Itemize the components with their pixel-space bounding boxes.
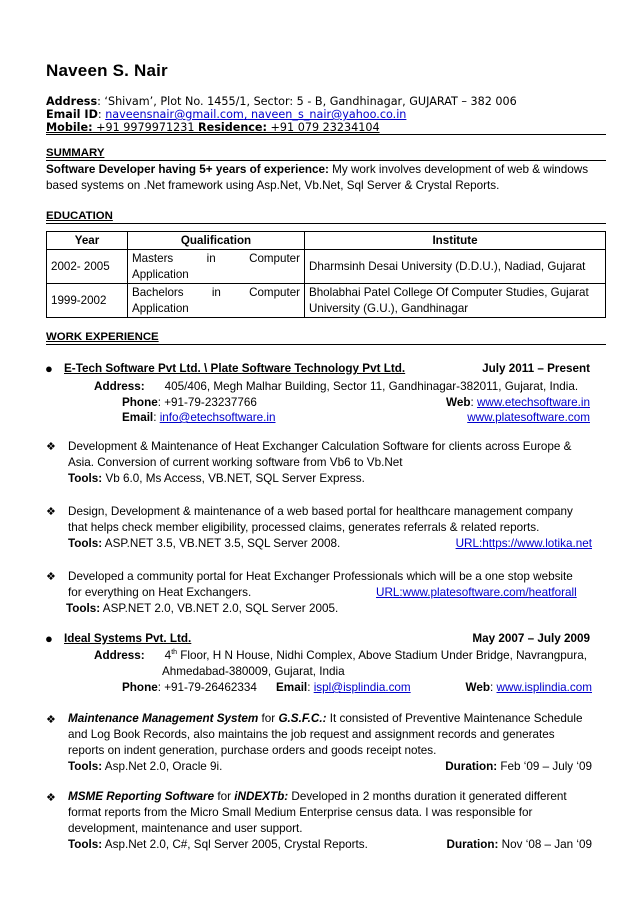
col-year: Year (47, 232, 128, 250)
project-title: MSME Reporting Software (68, 790, 215, 803)
email-label: Email ID (46, 108, 98, 121)
diamond-icon: ❖ (46, 714, 56, 726)
project-tools (68, 837, 592, 853)
job1-phone-row (122, 396, 590, 409)
edu-qualification (128, 284, 305, 318)
job1-phone: : +91-79-23237766 (157, 396, 257, 409)
project-line: that helps check member eligibility, processed claims, generates referrals & related reports. (68, 521, 540, 534)
tools-label: Tools: (68, 472, 103, 485)
project-line: Design, Development & maintenance of a web based portal for healthcare management company (68, 505, 573, 518)
project-url-link[interactable]: URL:www.platesoftware.com/heatforall (376, 586, 577, 599)
job2-address-1a: 4 (164, 649, 172, 662)
address-line (46, 95, 517, 108)
tools-label: Tools: (68, 838, 103, 851)
education-table (46, 231, 606, 318)
header-divider (46, 134, 606, 135)
project-line: and Log Book Records, also maintains the job request and assignment records and generates (68, 728, 555, 741)
summary-lead: Software Developer having 5+ years of experience: (46, 163, 329, 176)
project-line (68, 711, 592, 727)
job2-web-wrap (466, 681, 592, 694)
project-line: Developed a community portal for Heat Exchanger Professionals which will be a one stop website (68, 570, 573, 583)
project-tools (68, 471, 592, 487)
job2-project-2 (68, 789, 592, 853)
edu-qualification (128, 250, 305, 284)
qual-word: in (206, 251, 216, 265)
qual-word: Masters (132, 251, 174, 265)
bullet-icon: ● (45, 361, 53, 376)
email-link-gmail[interactable]: naveensnair@gmail.com (105, 108, 244, 121)
job1-address: 405/406, Megh Malhar Building, Sector 11, Gandhinagar-382011, Gujarat, India. (164, 380, 579, 393)
project-line (68, 789, 592, 805)
job2-phone: : +91-79-26462334 (157, 681, 257, 694)
job1-address-label: Address: (94, 380, 145, 393)
tools-value: Asp.Net 2.0, Oracle 9i. (102, 760, 223, 773)
email-separator: : (97, 108, 106, 121)
job2-web-link[interactable]: www.isplindia.com (496, 681, 592, 694)
job1-project-1 (68, 439, 592, 487)
project-for: for (258, 712, 279, 725)
project-url-link[interactable]: URL:https://www.lotika.net (455, 537, 592, 550)
job2-email-separator: : (307, 681, 314, 694)
education-header-row (47, 232, 606, 250)
duration-value: Feb ‘09 – July ‘09 (497, 760, 592, 773)
job2-address-sup: th (171, 649, 178, 657)
mobile-value: +91 9979971231 (92, 121, 199, 134)
qual-word: Bachelors (132, 285, 184, 299)
job1-web-wrap (446, 396, 590, 409)
work-experience-heading: WORK EXPERIENCE (46, 330, 606, 345)
email-link-yahoo[interactable]: naveen_s_nair@yahoo.co.in (247, 108, 407, 121)
job2-phone-label: Phone (122, 681, 158, 694)
job2-email-wrap (276, 681, 411, 694)
institute-line: Dharmsinh Desai University (D.D.U.), Nadiad, Gujarat (309, 259, 586, 273)
tools-value: Vb 6.0, Ms Access, VB.NET, SQL Server Express. (102, 472, 365, 485)
tools-label: Tools: (66, 602, 101, 615)
col-qualification: Qualification (128, 232, 305, 250)
bullet-icon: ● (45, 631, 53, 646)
summary-line-1 (46, 162, 588, 178)
project-for: for (214, 790, 235, 803)
job2-contact-row (122, 681, 592, 694)
job2-address-row-2: Ahmedabad-380009, Gujarat, India (162, 665, 345, 678)
summary-line-2: based systems on .Net framework using Asp.Net, Vb.Net, Sql Server & Crystal Reports. (46, 179, 500, 192)
job2-company: Ideal Systems Pvt. Ltd. (64, 632, 192, 645)
job1-web-separator: : (470, 396, 477, 409)
project-text: It consisted of Preventive Maintenance Schedule (326, 712, 583, 725)
job1-email-link[interactable]: info@etechsoftware.in (159, 411, 276, 424)
job1-company: E-Tech Software Pvt Ltd. \ Plate Software Technology Pvt Ltd. (64, 362, 406, 375)
job2-address-label: Address: (94, 649, 145, 662)
job1-title-row (64, 362, 590, 375)
tools-value: ASP.NET 3.5, VB.NET 3.5, SQL Server 2008. (102, 537, 341, 550)
job1-email-separator: : (153, 411, 160, 424)
tools-label: Tools: (68, 760, 103, 773)
project-duration (447, 837, 593, 853)
email-line (46, 108, 406, 121)
job2-project-1 (68, 711, 592, 775)
diamond-icon: ❖ (46, 571, 56, 583)
qual-word: Computer (249, 251, 300, 265)
project-line: format reports from the Micro Small Medium Enterprise census data. I was responsible for (68, 806, 533, 819)
phone-line (46, 121, 380, 134)
edu-institute (305, 250, 606, 284)
project-duration (445, 759, 592, 775)
project-tools (68, 759, 592, 775)
duration-label: Duration: (445, 760, 498, 773)
project-line: Development & Maintenance of Heat Exchanger Calculation Software for clients across Europe & (68, 440, 572, 453)
address-label: Address (46, 95, 98, 108)
qual-word: Application (132, 301, 189, 315)
project-line: reports on indent generation, purchase orders and goods receipt notes. (68, 744, 437, 757)
job2-email-label: Email (276, 681, 308, 694)
candidate-name: Naveen S. Nair (46, 61, 168, 80)
project-tools (68, 536, 592, 552)
job2-title-row (64, 632, 590, 645)
diamond-icon: ❖ (46, 792, 56, 804)
project-line: Asia. Conversion of current working software from Vb6 to Vb.Net (68, 456, 403, 469)
edu-year: 1999-2002 (47, 284, 128, 318)
tools-value: Asp.Net 2.0, C#, Sql Server 2005, Crystal Reports. (102, 838, 368, 851)
job2-email-link[interactable]: ispl@isplindia.com (313, 681, 411, 694)
qual-word: in (211, 285, 221, 299)
table-row (47, 284, 606, 318)
summary-text-1: My work involves development of web & windows (328, 163, 589, 176)
duration-label: Duration: (446, 838, 499, 851)
job1-period: July 2011 – Present (482, 362, 590, 375)
job2-web-label: Web (465, 681, 491, 694)
institute-text: Bholabhai Patel College Of Computer Studies, Gujarat (309, 285, 589, 299)
project-client: iNDEXTb: (234, 790, 289, 803)
education-heading: EDUCATION (46, 209, 606, 224)
job2-web-separator: : (490, 681, 497, 694)
job1-web2-link[interactable]: www.platesoftware.com (467, 411, 590, 424)
job1-web-link[interactable]: www.etechsoftware.in (476, 396, 590, 409)
job1-web-label: Web (446, 396, 471, 409)
project-line-with-url (68, 585, 592, 601)
edu-year: 2002- 2005 (47, 250, 128, 284)
tools-value: ASP.NET 2.0, VB.NET 2.0, SQL Server 2005. (100, 602, 339, 615)
project-line: for everything on Heat Exchangers. (68, 586, 252, 599)
summary-heading: SUMMARY (46, 146, 606, 161)
job2-address-row (94, 649, 587, 662)
tools-label: Tools: (68, 537, 103, 550)
diamond-icon: ❖ (46, 441, 56, 453)
edu-institute (305, 284, 606, 318)
project-line: development, maintenance and user support. (68, 822, 303, 835)
mobile-label: Mobile: (46, 121, 93, 134)
project-title: Maintenance Management System (68, 712, 259, 725)
job1-email-row (122, 411, 590, 424)
job2-period: May 2007 – July 2009 (472, 632, 590, 645)
institute-line: University (G.U.), Gandhinagar (309, 301, 469, 315)
project-client: G.S.F.C.: (278, 712, 327, 725)
institute-line (309, 285, 601, 301)
project-text: Developed in 2 months duration it generated different (288, 790, 567, 803)
qual-word: Application (132, 267, 189, 281)
job1-phone-label: Phone (122, 396, 158, 409)
qual-word: Computer (249, 285, 300, 299)
email-comma: , (243, 108, 248, 121)
diamond-icon: ❖ (46, 506, 56, 518)
col-institute: Institute (305, 232, 606, 250)
job1-project-2 (68, 504, 592, 552)
job1-project-3 (68, 569, 592, 617)
duration-value: Nov ‘08 – Jan ‘09 (498, 838, 592, 851)
residence-value: +91 079 23234104 (266, 121, 380, 134)
table-row (47, 250, 606, 284)
job1-address-row (94, 380, 578, 393)
project-tools (66, 601, 592, 617)
job1-email-label: Email (122, 411, 154, 424)
address-value: : ‘Shivam’, Plot No. 1455/1, Sector: 5 - B, Gandhinagar, GUJARAT – 382 006 (97, 95, 517, 108)
residence-label: Residence: (198, 121, 267, 134)
job2-address-1b: Floor, H N House, Nidhi Complex, Above Stadium Under Bridge, Navrangpura, (177, 649, 587, 662)
